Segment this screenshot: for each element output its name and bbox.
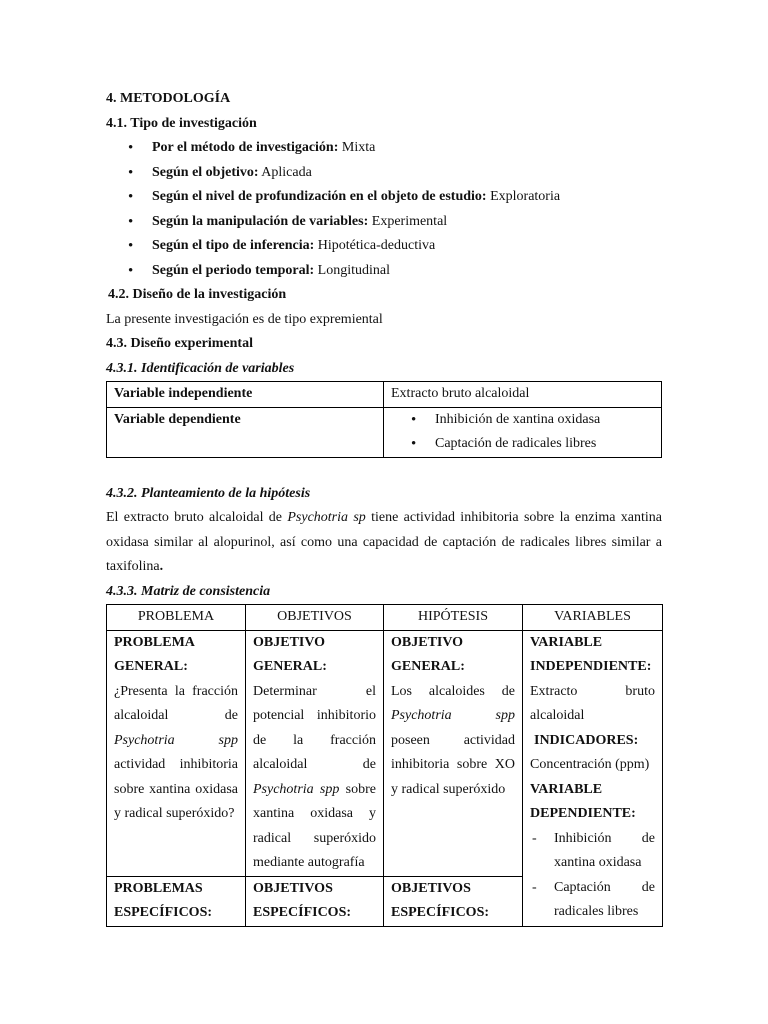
column-header: PROBLEMA: [107, 605, 246, 631]
heading-diseno-experimental: 4.3. Diseño experimental: [106, 336, 253, 351]
indep-variable-label: Variable independiente: [107, 382, 384, 408]
heading-diseno-investigacion: 4.2. Diseño de la investigación: [108, 287, 287, 302]
hypothesis-text: El extracto bruto alcaloidal de Psychotria sp tiene actividad inhibitoria sobre la enzima xantina oxidasa similar al alopurinol, así como una capacidad de captación de radicales libres similar a taxifolina.: [106, 510, 662, 574]
column-header: VARIABLES: [523, 605, 663, 631]
column-header: OBJETIVOS: [246, 605, 384, 631]
section-title: 4. METODOLOGÍA: [106, 91, 231, 106]
hipotesis-especificos-cell: OBJETIVOS ESPECÍFICOS:: [384, 876, 523, 926]
list-item: • Según la manipulación de variables: Experimental: [106, 210, 662, 235]
list-item: - Inhibición de xantina oxidasa: [530, 827, 655, 876]
document-page: [106, 87, 662, 927]
objetivo-general-cell: OBJETIVO GENERAL: Determinar el potencial inhibitorio de la fracción alcaloidal de Psychotria spp sobre xantina oxidasa y radical superóxido mediante autografía: [246, 630, 384, 876]
dep-variable-label: Variable dependiente: [107, 407, 384, 457]
column-header: HIPÓTESIS: [384, 605, 523, 631]
table-row: [107, 407, 662, 457]
variables-cell: VARIABLE INDEPENDIENTE: Extracto bruto alcaloidal INDICADORES: Concentración (ppm) VARIABLE DEPENDIENTE: - Inhibición de xantina oxidasa - Captación de radicales libres: [523, 630, 663, 926]
list-item: • Según el objetivo: Aplicada: [106, 161, 662, 186]
list-item: - Captación de radicales libres: [530, 876, 655, 925]
table-header-row: [107, 605, 663, 631]
list-item: • Captación de radicales libres: [391, 432, 654, 457]
list-item: • Según el nivel de profundización en el objeto de estudio: Exploratoria: [106, 185, 662, 210]
investigation-type-list: [106, 136, 662, 283]
objetivos-especificos-cell: OBJETIVOS ESPECÍFICOS:: [246, 876, 384, 926]
dep-variable-values: [384, 407, 662, 457]
heading-tipo-investigacion: 4.1. Tipo de investigación: [106, 115, 257, 131]
list-item: • Según el tipo de inferencia: Hipotética-deductiva: [106, 234, 662, 259]
heading-identificacion-variables: 4.3.1. Identificación de variables: [106, 360, 295, 376]
design-text: La presente investigación es de tipo expremiental: [106, 311, 383, 327]
list-item: • Por el método de investigación: Mixta: [106, 136, 662, 161]
problemas-especificos-cell: PROBLEMAS ESPECÍFICOS:: [107, 876, 246, 926]
consistency-matrix: [106, 604, 663, 927]
list-item: • Inhibición de xantina oxidasa: [391, 408, 654, 433]
table-row: [107, 630, 663, 876]
heading-matriz-consistencia: 4.3.3. Matriz de consistencia: [106, 583, 271, 599]
list-item: • Según el periodo temporal: Longitudinal: [106, 259, 662, 284]
variables-table: [106, 381, 662, 458]
problema-general-cell: PROBLEMA GENERAL: ¿Presenta la fracción alcaloidal de Psychotria spp actividad inhibitoria sobre xantina oxidasa y radical superóxido?: [107, 630, 246, 876]
indep-variable-value: Extracto bruto alcaloidal: [384, 382, 662, 408]
hipotesis-general-cell: OBJETIVO GENERAL: Los alcaloides de Psychotria spp poseen actividad inhibitoria sobre XO y radical superóxido: [384, 630, 523, 876]
table-row: [107, 382, 662, 408]
heading-hipotesis: 4.3.2. Planteamiento de la hipótesis: [106, 485, 311, 501]
